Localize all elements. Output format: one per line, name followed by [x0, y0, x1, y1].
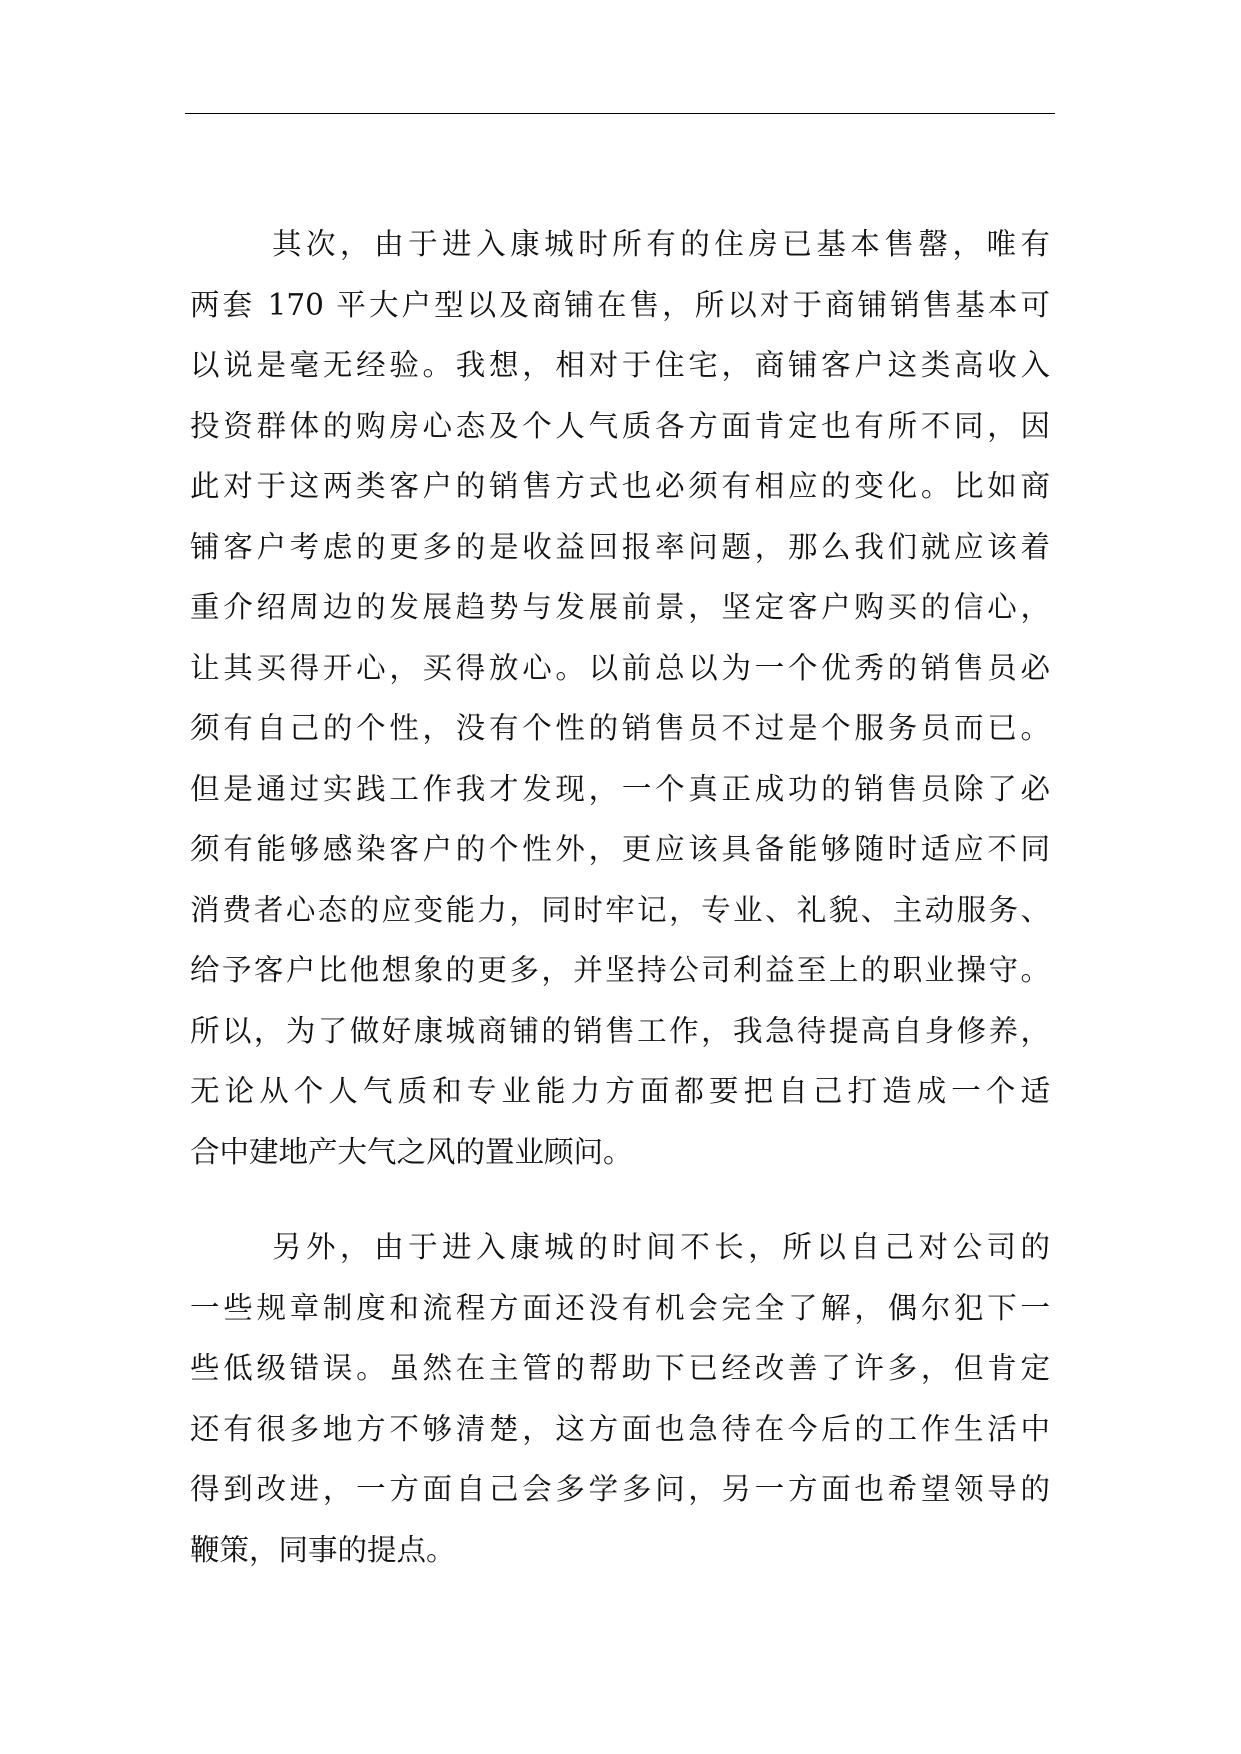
- paragraph-line: 无论从个人气质和专业能力方面都要把自己打造成一个适: [190, 1074, 1050, 1108]
- paragraph-line: 但是通过实践工作我才发现，一个真正成功的销售员除了必: [190, 771, 1050, 806]
- paragraph-line: 须有能够感染客户的个性外，更应该具备能够随时适应不同: [190, 832, 1050, 866]
- paragraph-line: 一些规章制度和流程方面还没有机会完全了解，偶尔犯下一: [190, 1290, 1050, 1325]
- paragraph-line: 消费者心态的应变能力，同时牢记，专业、礼貌、主动服务、: [190, 892, 1050, 927]
- paragraph-line: 所以，为了做好康城商铺的销售工作，我急待提高自身修养，: [190, 1013, 1050, 1048]
- paragraph-line: 以说是毫无经验。我想，相对于住宅，商铺客户这类高收入: [190, 348, 1050, 382]
- paragraph-line: 两套 170 平大户型以及商铺在售，所以对于商铺销售基本可: [190, 287, 1050, 322]
- header-rule: [185, 113, 1055, 114]
- paragraph-line: 此对于这两类客户的销售方式也必须有相应的变化。比如商: [190, 469, 1050, 503]
- paragraph-line: 让其买得开心，买得放心。以前总以为一个优秀的销售员必: [190, 650, 1050, 685]
- paragraph-2: [190, 1217, 1050, 1580]
- paragraph-line: 得到改进，一方面自己会多学多问，另一方面也希望领导的: [190, 1472, 1050, 1506]
- paragraph-line: 给予客户比他想象的更多，并坚持公司利益至上的职业操守。: [190, 953, 1050, 987]
- paragraph-1: [190, 214, 1050, 1182]
- paragraph-line: 另外，由于进入康城的时间不长，所以自己对公司的: [272, 1230, 1050, 1264]
- paragraph-line: 合中建地产大气之风的置业顾问。: [190, 1134, 633, 1169]
- paragraph-line: 鞭策，同事的提点。: [190, 1532, 456, 1567]
- paragraph-line: 其次，由于进入康城时所有的住房已基本售罄，唯有: [272, 227, 1050, 261]
- paragraph-line: 些低级错误。虽然在主管的帮助下已经改善了许多，但肯定: [190, 1351, 1050, 1385]
- paragraph-line: 还有很多地方不够清楚，这方面也急待在今后的工作生活中: [190, 1411, 1050, 1446]
- paragraph-line: 投资群体的购房心态及个人气质各方面肯定也有所不同，因: [190, 408, 1050, 443]
- paragraph-line: 铺客户考虑的更多的是收益回报率问题，那么我们就应该着: [190, 529, 1050, 564]
- paragraph-line: 重介绍周边的发展趋势与发展前景，坚定客户购买的信心，: [190, 590, 1050, 624]
- paragraph-line: 须有自己的个性，没有个性的销售员不过是个服务员而已。: [190, 711, 1050, 745]
